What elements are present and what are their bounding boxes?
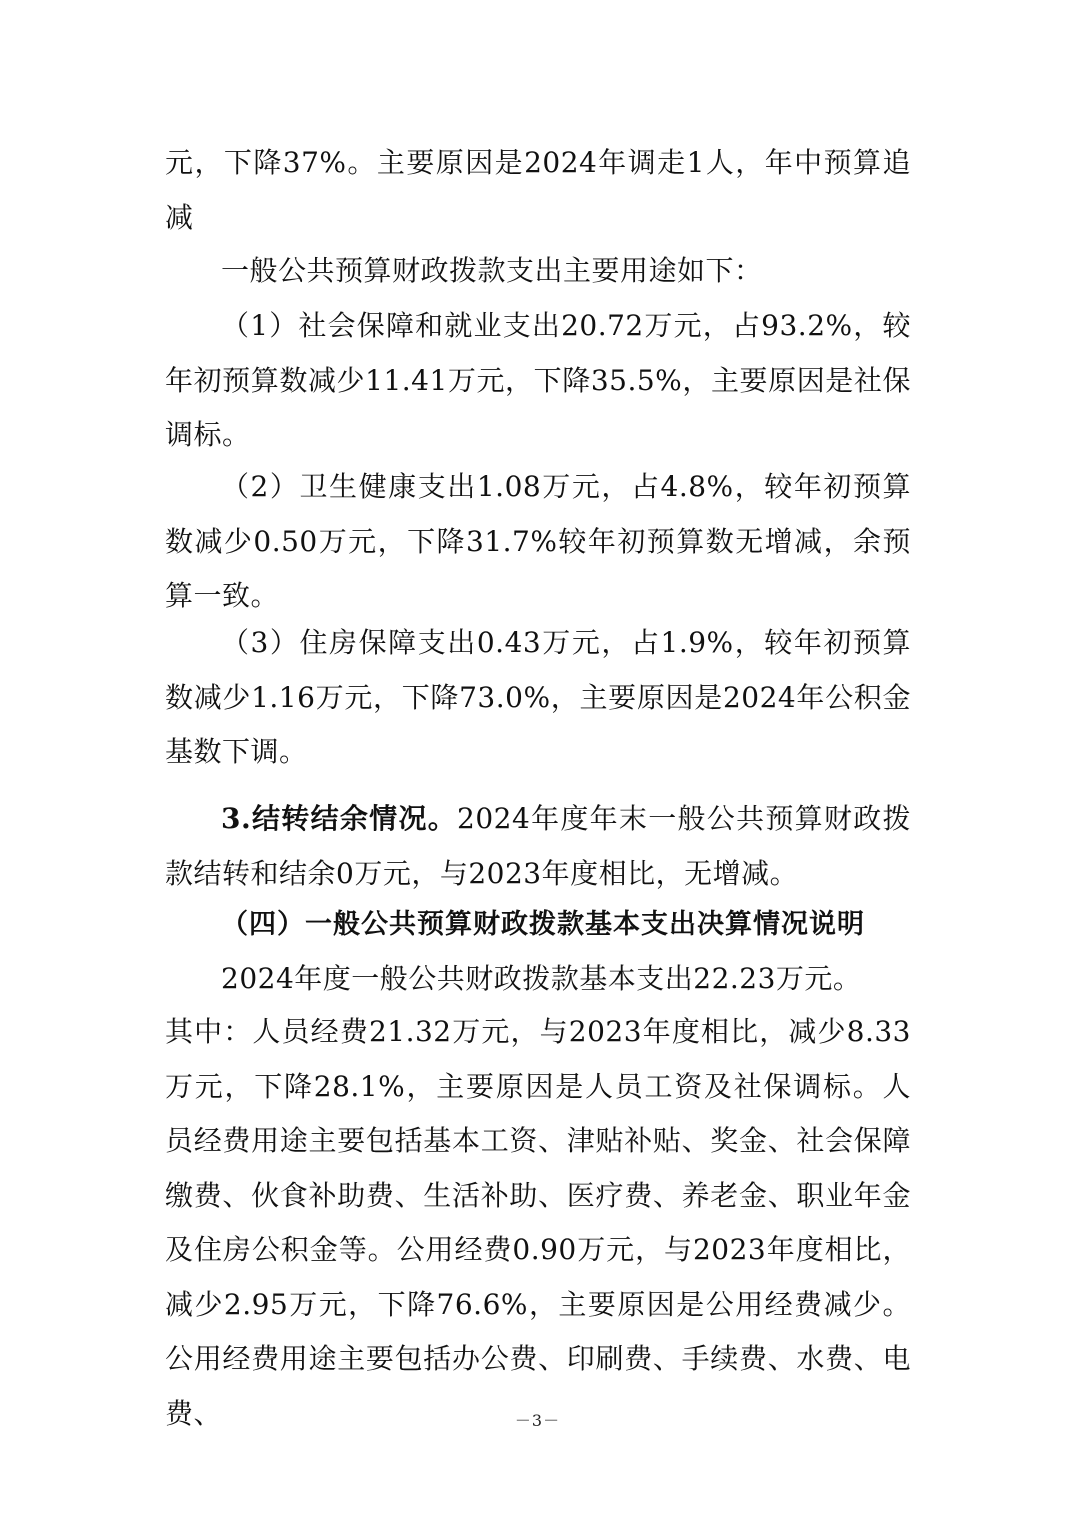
paragraph-social-security bbox=[165, 299, 911, 463]
section-heading-4 bbox=[165, 898, 911, 953]
carryover-heading: 3.结转结余情况。 bbox=[221, 802, 458, 835]
paragraph-text: 2024年度一般公共财政拨款基本支出22.23万元。 bbox=[221, 962, 862, 995]
paragraph-text: 其中：人员经费21.32万元，与2023年度相比，减少8.33万元，下降28.1%，主要原因是人员工资及社保调标。人员经费用途主要包括基本工资、津贴补贴、奖金、社会保障缴费、伙食补助费、生活补助、医疗费、养老金、职业年金及住房公积金等。公用经费0.90万元，与2023年度相比，减少2.95万元，下降76.6%，主要原因是公用经费减少。公用经费用途主要包括办公费、印刷费、手续费、水费、电费、 bbox=[165, 1015, 911, 1430]
paragraph-text: 一般公共预算财政拨款支出主要用途如下： bbox=[221, 254, 763, 287]
paragraph-personnel-public bbox=[165, 1005, 911, 1441]
heading-text: （四）一般公共预算财政拨款基本支出决算情况说明 bbox=[221, 909, 865, 940]
paragraph-text: （2）卫生健康支出1.08万元，占4.8%，较年初预算数减少0.50万元，下降31.7%较年初预算数无增减，余预算一致。 bbox=[165, 470, 911, 612]
paragraph-basic-expenditure bbox=[165, 952, 911, 1007]
paragraph-text bbox=[165, 792, 911, 901]
paragraph-text: 元，下降37%。主要原因是2024年调走1人，年中预算追减 bbox=[165, 146, 911, 234]
paragraph-budget-cut bbox=[165, 136, 911, 245]
page-number: －3－ bbox=[514, 1411, 561, 1430]
paragraph-health bbox=[165, 460, 911, 624]
carryover-text: 2024年度年末一般公共预算财政拨款结转和结余0万元，与2023年度相比，无增减。 bbox=[165, 802, 912, 890]
paragraph-housing bbox=[165, 616, 911, 780]
paragraph-text: （3）住房保障支出0.43万元，占1.9%，较年初预算数减少1.16万元，下降73.0%，主要原因是2024年公积金基数下调。 bbox=[165, 626, 911, 768]
paragraph-usage-intro bbox=[165, 244, 911, 299]
paragraph-text: （1）社会保障和就业支出20.72万元，占93.2%，较年初预算数减少11.41万元，下降35.5%，主要原因是社保调标。 bbox=[165, 309, 911, 451]
paragraph-carryover bbox=[165, 792, 911, 901]
